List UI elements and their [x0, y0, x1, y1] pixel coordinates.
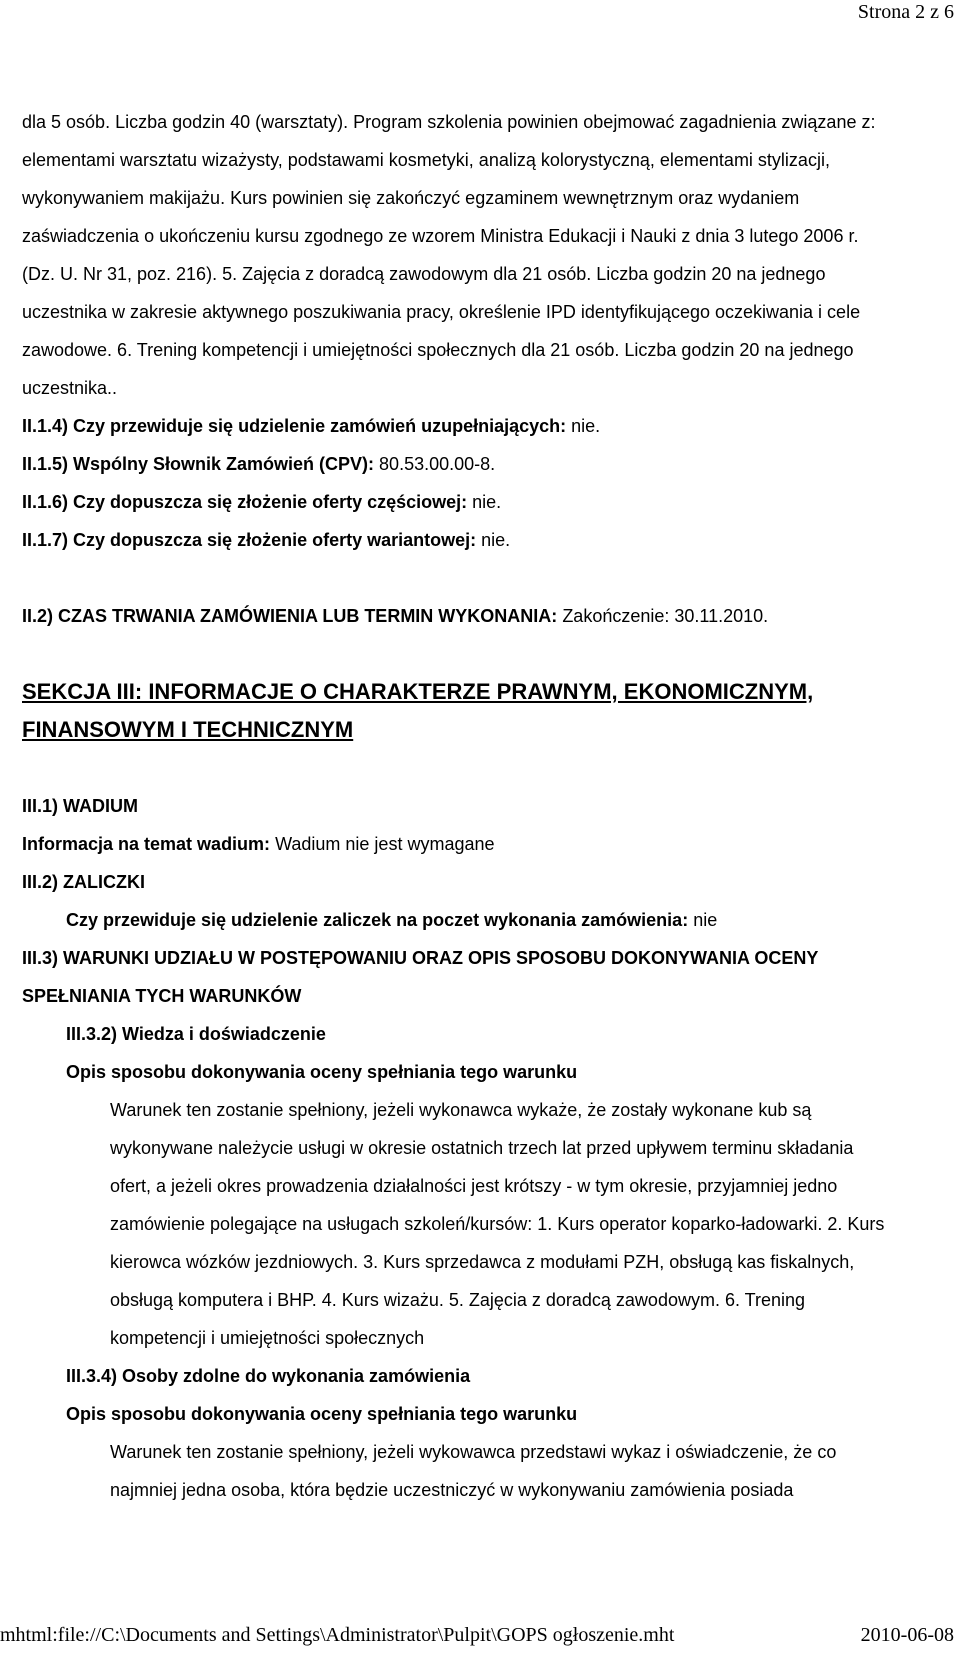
- text-line: Warunek ten zostanie spełniony, jeżeli wykonawca wykaże, że zostały wykonane kub są: [110, 1100, 812, 1120]
- field-label: II.1.5) Wspólny Słownik Zamówień (CPV):: [22, 454, 375, 474]
- field-ii-1-7: [22, 521, 952, 559]
- field-wadium: [22, 825, 952, 863]
- field-ii-2: [22, 597, 952, 635]
- text-line: ofert, a jeżeli okres prowadzenia działalności jest krótszy - w tym okresie, przyjamniej jedno: [110, 1176, 838, 1196]
- field-value: Wadium nie jest wymagane: [270, 834, 495, 854]
- heading-iii-3: III.3) WARUNKI UDZIAŁU W POSTĘPOWANIU ORAZ OPIS SPOSOBU DOKONYWANIA OCENY: [22, 948, 819, 968]
- spacer: [22, 749, 952, 787]
- field-ii-1-6: [22, 483, 952, 521]
- footer-file-path: mhtml:file://C:\Documents and Settings\Administrator\Pulpit\GOPS ogłoszenie.mht: [0, 1624, 675, 1646]
- text-line: kompetencji i umiejętności społecznych: [110, 1328, 425, 1348]
- opis-heading: Opis sposobu dokonywania oceny spełniania tego warunku: [66, 1404, 578, 1424]
- text-line: obsługą komputera i BHP. 4. Kurs wizażu. 5. Zajęcia z doradcą zawodowym. 6. Trening: [110, 1290, 806, 1310]
- heading-iii-2: III.2) ZALICZKI: [22, 872, 145, 892]
- field-value: 80.53.00.00-8.: [374, 454, 496, 474]
- paragraph-continued: [22, 103, 952, 407]
- text-line: zawodowe. 6. Trening kompetencji i umiejętności społecznych dla 21 osób. Liczba godzin 20 na jednego: [22, 340, 854, 360]
- field-label: II.1.4) Czy przewiduje się udzielenie zamówień uzupełniających:: [22, 416, 567, 436]
- spacer: [22, 635, 952, 673]
- field-label: II.1.7) Czy dopuszcza się złożenie oferty wariantowej:: [22, 530, 477, 550]
- field-label: Informacja na temat wadium:: [22, 834, 271, 854]
- text-line: uczestnika w zakresie aktywnego poszukiwania pracy, określenie IPD identyfikującego oczekiwania i cele: [22, 302, 861, 322]
- text-line: dla 5 osób. Liczba godzin 40 (warsztaty). Program szkolenia powinien obejmować zagadnienia związane z:: [22, 112, 876, 132]
- field-value: Zakończenie: 30.11.2010.: [557, 606, 769, 626]
- section-title-line: FINANSOWYM I TECHNICZNYM: [22, 717, 354, 742]
- text-line: uczestnika..: [22, 378, 118, 398]
- field-ii-1-4: [22, 407, 952, 445]
- field-label: Czy przewiduje się udzielenie zaliczek na poczet wykonania zamówienia:: [66, 910, 689, 930]
- text-line: wykonywane należycie usługi w okresie ostatnich trzech lat przed upływem terminu składania: [110, 1138, 854, 1158]
- opis-heading: Opis sposobu dokonywania oceny spełniania tego warunku: [66, 1062, 578, 1082]
- section-title-line: SEKCJA III: INFORMACJE O CHARAKTERZE PRAWNYM, EKONOMICZNYM,: [22, 679, 814, 704]
- field-value: nie: [688, 910, 718, 930]
- document-body: [22, 103, 952, 1509]
- field-value: nie.: [566, 416, 601, 436]
- page-number: Strona 2 z 6: [857, 1, 954, 23]
- text-line: (Dz. U. Nr 31, poz. 216). 5. Zajęcia z doradcą zawodowym dla 21 osób. Liczba godzin 20 na jednego: [22, 264, 826, 284]
- heading-iii-3-cont: SPEŁNIANIA TYCH WARUNKÓW: [22, 986, 302, 1006]
- field-ii-1-5: [22, 445, 952, 483]
- heading-iii-3-4: III.3.4) Osoby zdolne do wykonania zamówienia: [66, 1366, 471, 1386]
- text-line: wykonywaniem makijażu. Kurs powinien się zakończyć egzaminem wewnętrznym oraz wydaniem: [22, 188, 800, 208]
- heading-iii-1: III.1) WADIUM: [22, 796, 138, 816]
- opis-text-iii-3-2: [22, 1091, 952, 1357]
- field-zaliczki: [22, 901, 952, 939]
- field-value: nie.: [467, 492, 502, 512]
- text-line: najmniej jedna osoba, która będzie uczestniczyć w wykonywaniu zamówienia posiada: [110, 1480, 794, 1500]
- page-footer: [0, 1622, 960, 1648]
- field-value: nie.: [476, 530, 511, 550]
- opis-text-iii-3-4: [22, 1433, 952, 1509]
- text-line: zaświadczenia o ukończeniu kursu zgodnego ze wzorem Ministra Edukacji i Nauki z dnia 3 lutego 2006 r.: [22, 226, 859, 246]
- text-line: zamówienie polegające na usługach szkoleń/kursów: 1. Kurs operator koparko-ładowarki. 2. Kurs: [110, 1214, 885, 1234]
- section-title: [22, 673, 952, 749]
- text-line: kierowca wózków jezdniowych. 3. Kurs sprzedawca z modułami PZH, obsługą kas fiskalnych,: [110, 1252, 855, 1272]
- spacer: [22, 559, 952, 597]
- heading-iii-3-2: III.3.2) Wiedza i doświadczenie: [66, 1024, 326, 1044]
- text-line: elementami warsztatu wizażysty, podstawami kosmetyki, analizą kolorystyczną, elementami stylizacji,: [22, 150, 830, 170]
- text-line: Warunek ten zostanie spełniony, jeżeli wykowawca przedstawi wykaz i oświadczenie, że co: [110, 1442, 837, 1462]
- field-label: II.2) CZAS TRWANIA ZAMÓWIENIA LUB TERMIN WYKONANIA:: [22, 606, 558, 626]
- footer-date: 2010-06-08: [860, 1624, 954, 1646]
- field-label: II.1.6) Czy dopuszcza się złożenie oferty częściowej:: [22, 492, 468, 512]
